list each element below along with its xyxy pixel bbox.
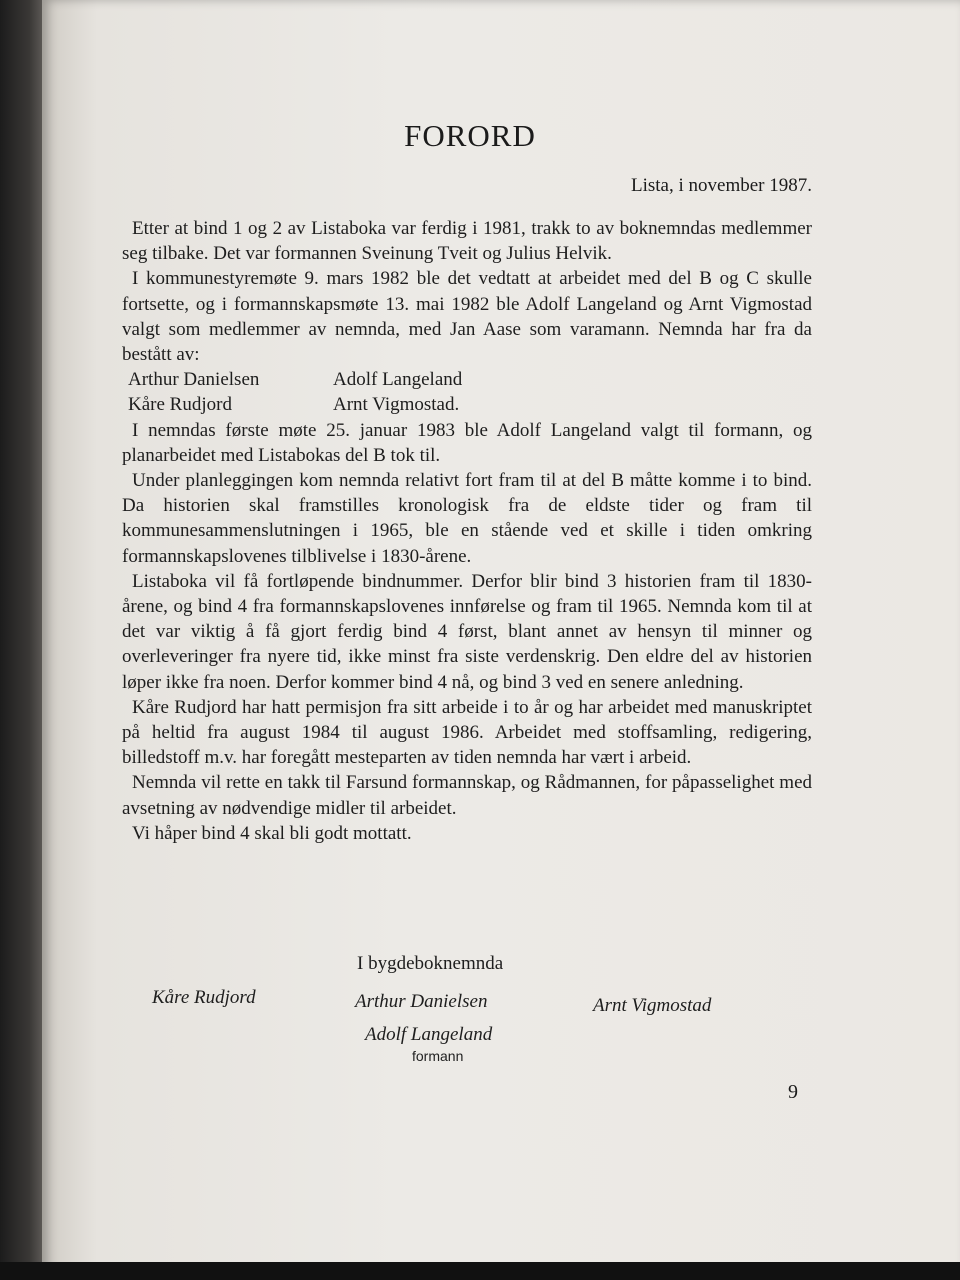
signature-chair: Adolf Langeland [365,1024,493,1045]
chair-role: formann [412,1048,464,1064]
preface-body [122,216,812,846]
paragraph: Kåre Rudjord har hatt permisjon fra sitt arbeide i to år og har arbeidet med manuskriptet på heltid fra august 1984 til august 1986. Arbeidet med stoffsamling, redigering, billedstoff m.v. har foregått mesteparten av tiden nemnda har vært i arbeid. [122,696,812,769]
signoff-line: I bygdeboknemnda [357,953,504,974]
paragraph: Vi håper bind 4 skal bli godt mottatt. [132,822,412,844]
dateline: Lista, i november 1987. [631,175,812,196]
paragraph: Listaboka vil få fortløpende bindnummer. Derfor blir bind 3 historien fram til 1830-årene, og bind 4 fra formannskapslovenes innførelse og fram til 1965. Nemnda kom til at det var viktig å få gjort ferdig bind 4 først, blant annet av hensyn til minner og overleveringer fra nyere tid, ikke minst fra siste verdenskrig. Den eldre del av historien løper ikke fra noen. Derfor kommer bind 4 nå, og bind 3 ved en senere anledning. [122,570,812,693]
paragraph: Nemnda vil rette en takk til Farsund formannskap, og Rådmannen, for påpasselighet med avsetning av nødvendige midler til arbeidet. [122,772,812,819]
paragraph: I kommunestyremøte 9. mars 1982 ble det vedtatt at arbeidet med del B og C skulle fortsette, og i formannskapsmøte 13. mai 1982 ble Adolf Langeland og Arnt Vigmostad valgt som medlemmer av nemnda, med Jan Aase som varamann. Nemnda har fra da bestått av: [122,268,812,366]
member-name: Adolf Langeland [333,369,463,391]
signature-right: Arnt Vigmostad [593,995,712,1016]
paragraph: I nemndas første møte 25. januar 1983 ble Adolf Langeland valgt til formann, og planarbeidet med Listabokas del B tok til. [122,419,812,466]
signature-center: Arthur Danielsen [355,991,488,1012]
member-name: Kåre Rudjord [128,394,232,416]
member-name: Arnt Vigmostad. [333,394,460,416]
member-list [128,367,812,417]
page-number: 9 [788,1081,798,1103]
paragraph: Etter at bind 1 og 2 av Listaboka var ferdig i 1981, trakk to av boknemndas medlemmer seg tilbake. Det var formannen Sveinung Tveit og Julius Helvik. [122,218,812,265]
page-bottom-edge [0,1262,960,1280]
page-title: FORORD [404,118,536,153]
book-gutter [0,0,42,1280]
signature-left: Kåre Rudjord [152,987,256,1008]
paragraph: Under planleggingen kom nemnda relativt fort fram til at del B måtte komme i to bind. Da historien skal framstilles kronologisk fra de eldste tider og fram til kommunesammenslutningen i 1965, ble en stående ved et skille i tiden omkring formannskapslovenes tilblivelse i 1830-årene. [122,470,812,567]
member-name: Arthur Danielsen [128,369,260,391]
